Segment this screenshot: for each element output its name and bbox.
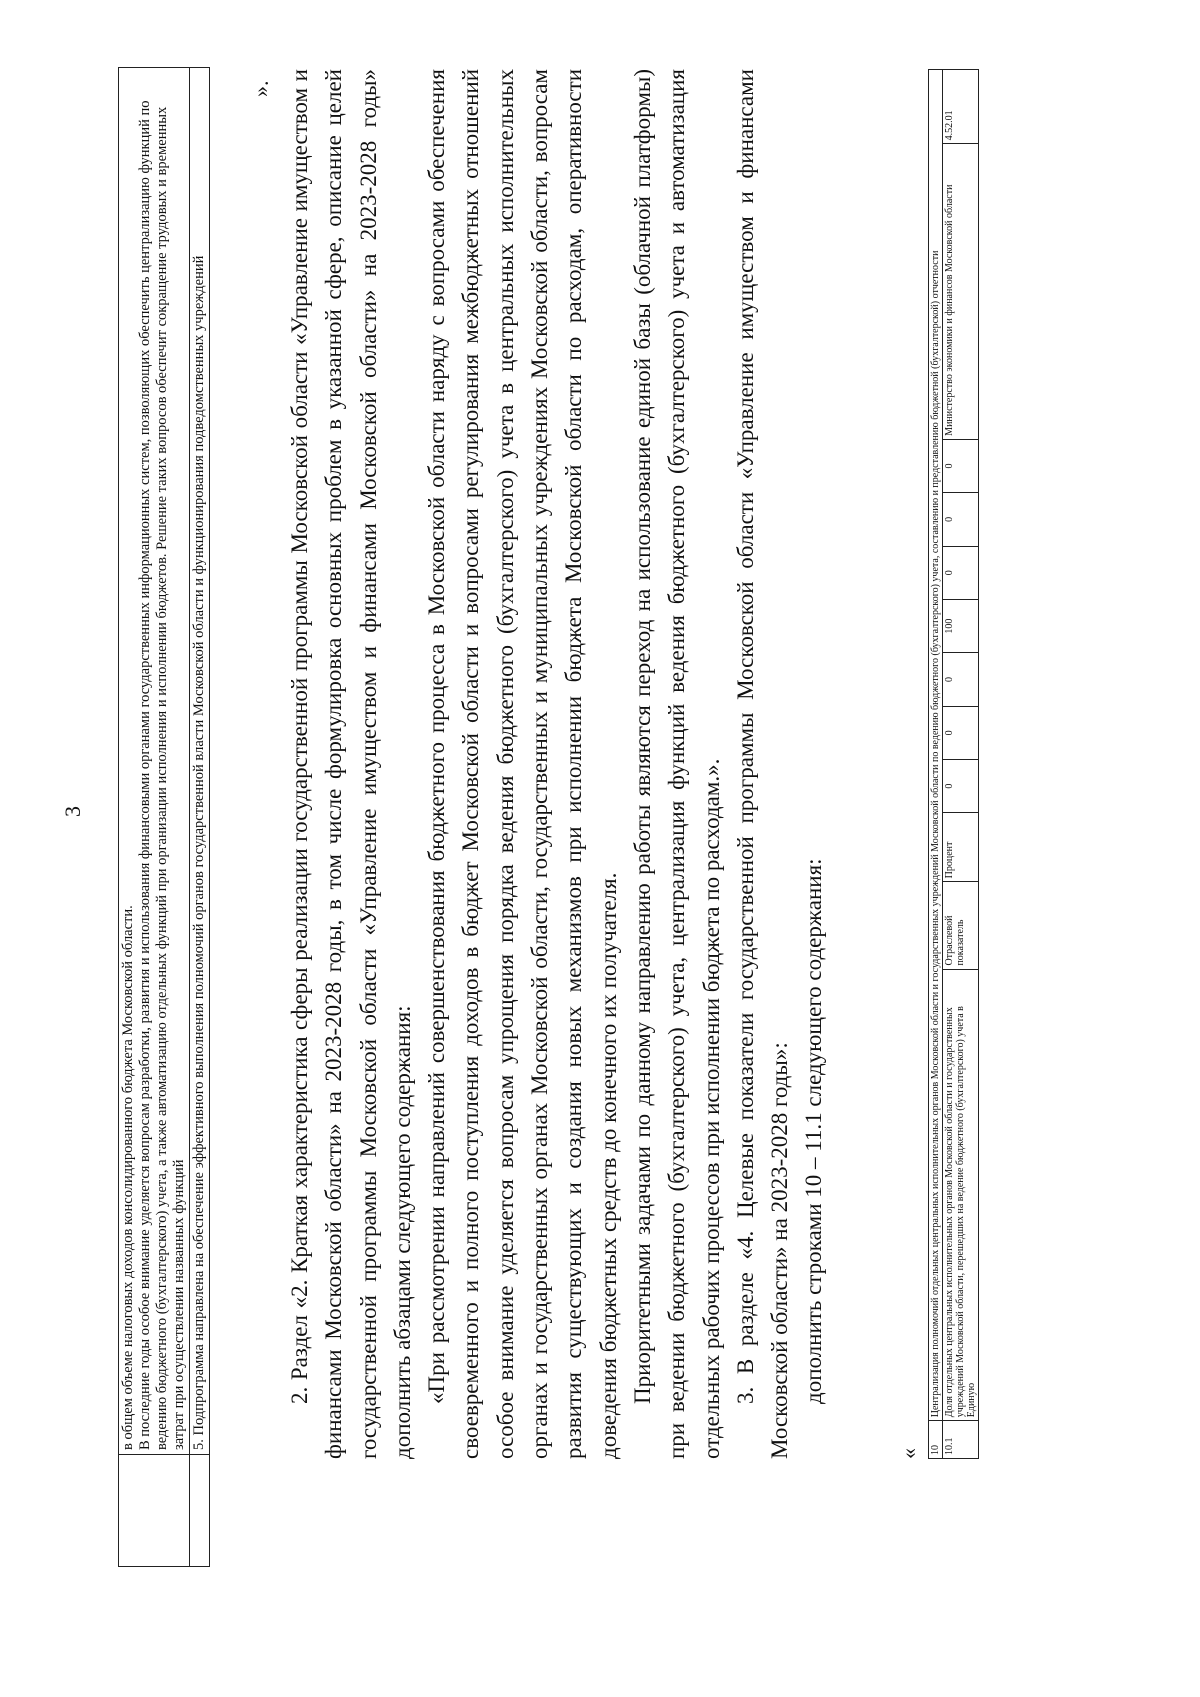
indicator-value: 0 xyxy=(943,546,979,599)
indicator-type: Отраслевой показатель xyxy=(943,882,979,969)
closing-quote: ». xyxy=(248,80,273,97)
table-cell-text xyxy=(119,68,190,1455)
table-paragraph: 5. Подпрограмма направлена на обеспечение эффективного выполнения полномочий органов государственной власти Московской области и функционирования подведомственных учреждений xyxy=(191,255,207,1450)
indicators-table xyxy=(928,69,979,1459)
open-quote: « xyxy=(896,1448,921,1459)
indicator-value: 0 xyxy=(943,706,979,759)
table-cell-blank xyxy=(119,1455,190,1567)
paragraph-add-rows: дополнить строками 10 – 11.1 следующего содержания: xyxy=(801,858,827,1404)
indicator-unit: Процент xyxy=(943,813,979,882)
table-cell-blank xyxy=(190,1455,210,1567)
responsible-body: Министерство экономики и финансов Московской области xyxy=(943,144,979,440)
table-cell-text xyxy=(190,68,210,1455)
table-row xyxy=(119,68,190,1567)
paragraph-section-4: 3. В разделе «4. Целевые показатели государственной программы Московской области «Управление имуществом и финансами Московской области» на 2023-2028 годы»: xyxy=(732,69,793,1459)
top-table xyxy=(118,67,210,1567)
paragraph-section-2: 2. Раздел «2. Краткая характеристика сферы реализации государственной программы Московской области «Управление имуществом и финансами Московской области» на 2023-2028 годы, в том числе формулировка основных проблем в указанной сфере, описание целей государственной программы Московской области «Управление имуществом и финансами Московской области» на 2023-2028 годы» дополнить абзацами следующего содержания: xyxy=(287,69,415,1459)
table-row xyxy=(190,68,210,1567)
indicator-value: 0 xyxy=(943,493,979,546)
table-row xyxy=(929,70,943,1459)
indicator-value: 100 xyxy=(943,599,979,652)
body-text xyxy=(283,69,832,1459)
indicator-value: 0 xyxy=(943,653,979,706)
indicator-value: 0 xyxy=(943,439,979,492)
indicator-value: 0 xyxy=(943,759,979,812)
indicator-name: Доля отдельных центральных исполнительных органов Московской области и государственных учреждений Московской области, перешедших на ведение бюджетного (бухгалтерского) учета в Единую xyxy=(943,969,979,1421)
paragraph-budget-process: «При рассмотрении направлений совершенствования бюджетного процесса в Московской области наряду с вопросами обеспечения своевременного и полного поступления доходов в бюджет Московской области и вопросами регулирования межбюджетных отношений особое внимание уделяется вопросам упрощения порядка ведения бюджетного (бухгалтерского) учета в центральных исполнительных органах и государственных органах Московской области, государственных и муниципальных учреждениях Московской области, вопросам развития существующих и создания новых механизмов при исполнении бюджета Московской области по расходам, оперативности доведения бюджетных средств до конечного их получателя. xyxy=(424,69,621,1459)
page-number: 3 xyxy=(60,806,85,817)
row-number: 10.1 xyxy=(943,1421,979,1459)
table-paragraph: в общем объеме налоговых доходов консолидированного бюджета Московской области. xyxy=(120,905,136,1450)
table-paragraph: В последние годы особое внимание уделяется вопросам разработки, развития и использования финансовыми органами государственных информационных систем, позволяющих обеспечить централизацию функций по ведению бюджетного (бухгалтерского) учета, а также автоматизацию отдельных функций при организации исполнения и исполнении бюджетов. Решение таких вопросов обеспечит сокращение трудовых и временных затрат при осуществлении названных функций xyxy=(137,100,187,1450)
indicator-code: 4.52.01 xyxy=(943,70,979,144)
row-number: 10 xyxy=(929,1421,943,1459)
table-row xyxy=(943,70,979,1459)
paragraph-priority-tasks: Приоритетными задачами по данному направлению работы являются переход на использование единой базы (облачной платформы) при ведении бюджетного (бухгалтерского) учета, централизация функций ведения бюджетного (бухгалтерского) учета и автоматизация отдельных рабочих процессов при исполнении бюджета по расходам.». xyxy=(629,69,724,1459)
row-text: Централизация полномочий отдельных центральных исполнительных органов Московской области и государственных учреждений Московской области по ведению бюджетного (бухгалтерского) учета, составлению и представлению бюджетной (бухгалтерской) отчетности xyxy=(929,70,943,1421)
